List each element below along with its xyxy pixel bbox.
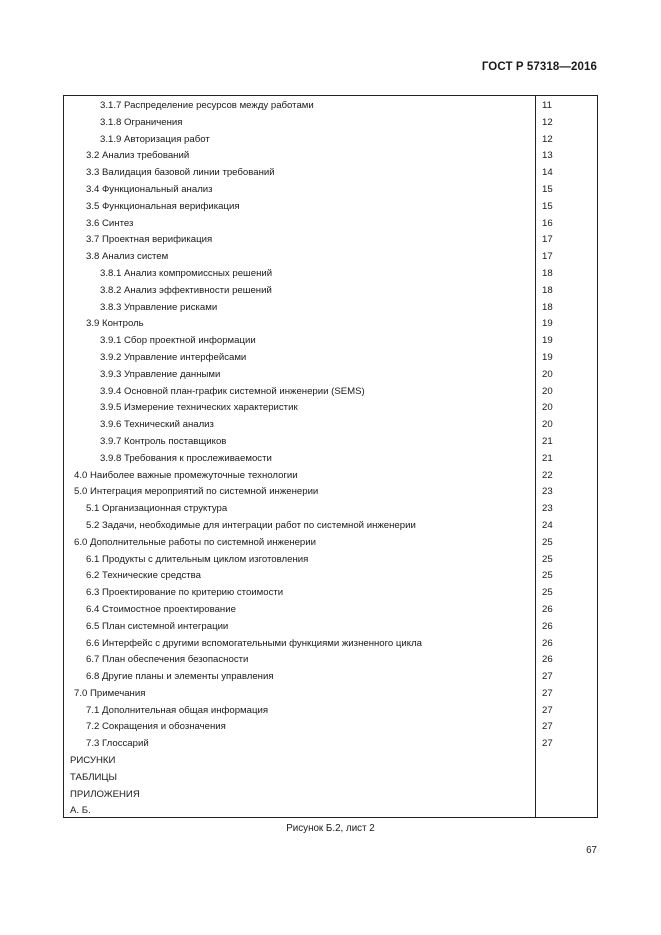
toc-entry-title: 3.7 Проектная верификация: [86, 234, 213, 246]
toc-entry-title: 7.0 Примечания: [74, 687, 146, 699]
toc-row: [64, 266, 597, 283]
toc-row: [64, 132, 597, 149]
toc-row: [64, 283, 597, 300]
toc-entry-title: 3.9.8 Требования к прослеживаемости: [100, 452, 272, 464]
toc-entry-title: 7.2 Сокращения и обозначения: [86, 721, 226, 733]
toc-entry-page: 13: [542, 150, 553, 162]
toc-entry-title: 3.9.5 Измерение технических характеристик: [100, 402, 298, 414]
toc-entry-title: 3.3 Валидация базовой линии требований: [86, 167, 275, 179]
toc-entry-title: 4.0 Наиболее важные промежуточные технологии: [74, 469, 298, 481]
toc-entry-title: 5.0 Интеграция мероприятий по системной инженерии: [74, 486, 319, 498]
toc-entry-title: 3.9.7 Контроль поставщиков: [100, 435, 227, 447]
toc-entry-page: 26: [542, 620, 553, 632]
toc-entry-title: 3.9.2 Управление интерфейсами: [100, 351, 247, 363]
toc-row: [64, 400, 597, 417]
toc-entry-title: 3.1.9 Авторизация работ: [100, 133, 210, 145]
toc-row: [64, 98, 597, 115]
figure-caption: Рисунок Б.2, лист 2: [286, 823, 375, 834]
toc-row: [64, 535, 597, 552]
toc-row: [64, 686, 597, 703]
toc-entry-title: 6.5 План системной интеграции: [86, 620, 229, 632]
toc-row: [64, 736, 597, 753]
toc-entry-page: 26: [542, 603, 553, 615]
toc-row: [64, 367, 597, 384]
toc-entry-page: 20: [542, 402, 553, 414]
toc-row: [64, 182, 597, 199]
toc-entry-page: 24: [542, 519, 553, 531]
toc-entry-title: 3.9.4 Основной план-график системной инженерии (SEMS): [100, 385, 365, 397]
toc-entry-title: 3.9.1 Сбор проектной информации: [100, 335, 256, 347]
toc-entry-title: 6.1 Продукты с длительным циклом изготовления: [86, 553, 309, 565]
toc-entry-title: 6.8 Другие планы и элементы управления: [86, 671, 274, 683]
toc-row: [64, 518, 597, 535]
toc-row: [64, 484, 597, 501]
toc-row: [64, 232, 597, 249]
toc-entry-page: 12: [542, 133, 553, 145]
toc-entry-page: 17: [542, 251, 553, 263]
toc-entry-page: 21: [542, 452, 553, 464]
toc-row: [64, 652, 597, 669]
toc-row: [64, 501, 597, 518]
toc-entry-title: 6.7 План обеспечения безопасности: [86, 654, 249, 666]
toc-entry-title: 5.2 Задачи, необходимые для интеграции работ по системной инженерии: [86, 519, 416, 531]
toc-row: [64, 451, 597, 468]
toc-row: [64, 803, 597, 820]
toc-entry-page: 19: [542, 318, 553, 330]
toc-entry-page: 27: [542, 721, 553, 733]
toc-entry-page: 18: [542, 301, 553, 313]
toc-row: [64, 316, 597, 333]
toc-row: [64, 300, 597, 317]
toc-entry-page: 23: [542, 503, 553, 515]
toc-entry-page: 21: [542, 435, 553, 447]
toc-entry-page: 20: [542, 419, 553, 431]
toc-entry-page: 19: [542, 351, 553, 363]
toc-entry-title: 3.8 Анализ систем: [86, 251, 169, 263]
toc-row: [64, 770, 597, 787]
toc-entry-title: ТАБЛИЦЫ: [70, 771, 118, 783]
toc-row: [64, 585, 597, 602]
toc-entry-page: 26: [542, 654, 553, 666]
toc-row: [64, 216, 597, 233]
toc-row: [64, 669, 597, 686]
toc-entry-title: 3.1.8 Ограничения: [100, 116, 183, 128]
toc-row: [64, 568, 597, 585]
toc-entry-title: 3.6 Синтез: [86, 217, 134, 229]
toc-entry-title: 3.1.7 Распределение ресурсов между работами: [100, 100, 314, 111]
toc-entry-title: 6.6 Интерфейс с другими вспомогательными функциями жизненного цикла: [86, 637, 423, 649]
toc-entry-page: 19: [542, 335, 553, 347]
toc-entry-page: 27: [542, 671, 553, 683]
toc-entry-title: 7.3 Глоссарий: [86, 738, 149, 750]
standard-header: ГОСТ Р 57318—2016: [481, 61, 597, 73]
toc-entry-page: 11: [542, 100, 552, 111]
toc-entry-title: 6.0 Дополнительные работы по системной инженерии: [74, 536, 316, 548]
toc-entry-page: 16: [542, 217, 553, 229]
toc-row: [64, 199, 597, 216]
toc-entry-page: 26: [542, 637, 553, 649]
toc-entry-page: 27: [542, 738, 553, 750]
toc-row: [64, 552, 597, 569]
toc-row: [64, 333, 597, 350]
toc-row: [64, 703, 597, 720]
toc-entry-page: 25: [542, 587, 553, 599]
toc-row: [64, 719, 597, 736]
toc-entry-title: 6.4 Стоимостное проектирование: [86, 603, 236, 615]
toc-rows: [64, 98, 597, 820]
toc-entry-title: 3.9 Контроль: [86, 318, 144, 330]
toc-entry-page: 20: [542, 368, 553, 380]
toc-row: [64, 468, 597, 485]
toc-entry-title: 3.9.6 Технический анализ: [100, 419, 214, 431]
toc-entry-page: 17: [542, 234, 553, 246]
toc-row: [64, 249, 597, 266]
page-number: 67: [586, 845, 597, 856]
toc-row: [64, 148, 597, 165]
toc-row: [64, 115, 597, 132]
toc-entry-page: 23: [542, 486, 553, 498]
toc-entry-page: 25: [542, 536, 553, 548]
toc-entry-title: 6.2 Технические средства: [86, 570, 201, 582]
toc-row: [64, 384, 597, 401]
toc-entry-title: 3.5 Функциональная верификация: [86, 200, 240, 212]
toc-entry-title: 3.4 Функциональный анализ: [86, 183, 213, 195]
toc-entry-title: 5.1 Организационная структура: [86, 503, 228, 515]
toc-entry-title: РИСУНКИ: [70, 755, 116, 767]
toc-row: [64, 787, 597, 804]
toc-entry-page: 20: [542, 385, 553, 397]
toc-entry-page: 25: [542, 553, 553, 565]
toc-entry-page: 15: [542, 200, 553, 212]
toc-entry-page: 22: [542, 469, 553, 481]
toc-row: [64, 619, 597, 636]
toc-row: [64, 753, 597, 770]
toc-row: [64, 165, 597, 182]
toc-entry-title: 3.8.3 Управление рисками: [100, 301, 218, 313]
toc-entry-page: 27: [542, 687, 553, 699]
toc-row: [64, 350, 597, 367]
toc-entry-title: А. Б.: [70, 805, 91, 817]
toc-entry-page: 14: [542, 167, 553, 179]
toc-table: [63, 95, 598, 818]
toc-entry-title: 3.9.3 Управление данными: [100, 368, 221, 380]
toc-entry-title: 6.3 Проектирование по критерию стоимости: [86, 587, 284, 599]
toc-entry-page: 15: [542, 183, 553, 195]
toc-row: [64, 636, 597, 653]
toc-entry-page: 25: [542, 570, 553, 582]
toc-entry-title: 3.2 Анализ требований: [86, 150, 190, 162]
toc-entry-page: 27: [542, 704, 553, 716]
toc-entry-page: 18: [542, 267, 553, 279]
toc-row: [64, 417, 597, 434]
toc-entry-title: ПРИЛОЖЕНИЯ: [70, 788, 140, 800]
toc-entry-title: 7.1 Дополнительная общая информация: [86, 704, 269, 716]
toc-entry-title: 3.8.2 Анализ эффективности решений: [100, 284, 272, 296]
toc-row: [64, 602, 597, 619]
toc-entry-page: 18: [542, 284, 553, 296]
toc-row: [64, 434, 597, 451]
toc-entry-page: 12: [542, 116, 553, 128]
toc-entry-title: 3.8.1 Анализ компромиссных решений: [100, 267, 273, 279]
